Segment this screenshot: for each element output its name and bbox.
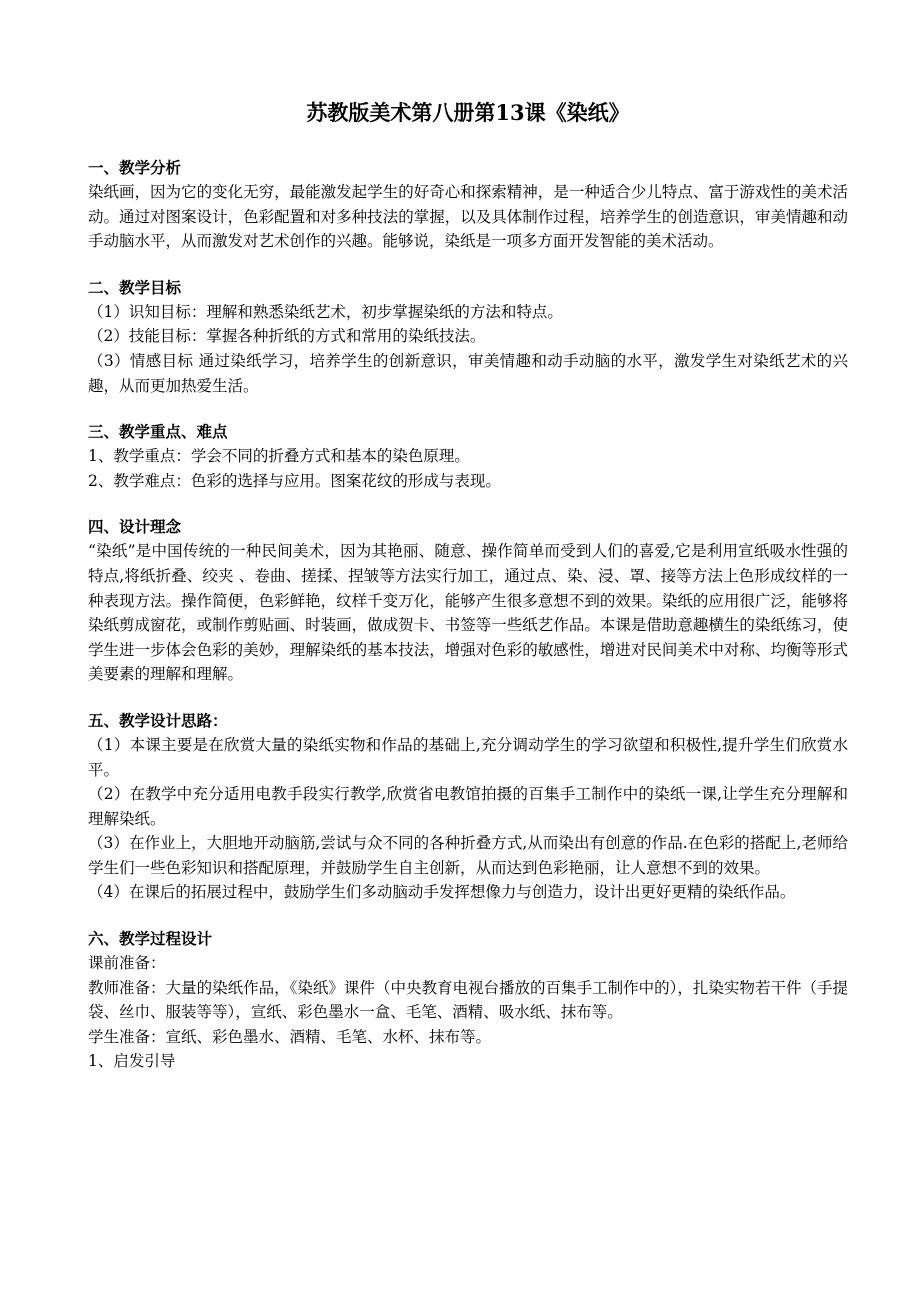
section-heading: 一、教学分析 [88,158,182,177]
section-paragraph: 学生准备：宣纸、彩色墨水、酒精、毛笔、水杯、抹布等。 [88,1027,492,1046]
section-paragraph: 2、教学难点：色彩的选择与应用。图案花纹的形成与表现。 [88,471,501,490]
section-paragraph: （2）技能目标：掌握各种折纸的方式和常用的染纸技法。 [88,327,486,346]
section-process-design [88,927,848,1074]
section-paragraph: （2）在教学中充分适用电教手段实行教学,欣赏省电教馆拍摄的百集手工制作中的染纸一课,让学生充分理解和理解染纸。 [88,785,848,828]
document-title: 苏教版美术第八册第13课《染纸》 [306,100,630,125]
section-heading: 五、教学设计思路： [88,710,228,730]
document-page [88,98,848,1096]
section-heading: 二、教学目标 [88,277,182,297]
section-paragraph: （1）识知目标：理解和熟悉染纸艺术，初步掌握染纸的方法和特点。 [88,302,563,321]
section-paragraph: 1、教学重点：学会不同的折叠方式和基本的染色原理。 [88,447,470,466]
section-design-concept [88,515,848,687]
section-paragraph: 课前准备： [88,954,166,973]
section-paragraph: （4）在课后的拓展过程中，鼓励学生们多动脑动手发挥想像力与创造力，设计出更好更精的染纸作品。 [88,883,796,902]
section-heading: 六、教学过程设计 [88,929,213,949]
section-paragraph: “染纸”是中国传统的一种民间美术，因为其艳丽、随意、操作简单而受到人们的喜爱,它是利用宣纸吸水性强的特点,将纸折叠、绞夹 、卷曲、搓揉、捏皱等方法实行加工，通过点、染、浸、罩、接等方法上色形成纹样的一种表现方法。操作简便，色彩鲜艳，纹样千变万化，能够产生很多意想不到的效果。染纸的应用很广泛，能够将染纸剪成窗花，或制作剪贴画、时装画，做成贺卡、书签等一些纸艺作品。本课是借助意趣横生的染纸练习，使学生进一步体会色彩的美妙，理解染纸的基本技法，增强对色彩的敏感性，增进对民间美术中对称、均衡等形式美要素的理解和理解。 [88,542,848,684]
section-design-ideas [88,709,848,905]
section-paragraph: 教师准备：大量的染纸作品，《染纸》课件（中央教育电视台播放的百集手工制作中的），扎染实物若干件（手提袋、丝巾、服装等等），宣纸、彩色墨水一盒、毛笔、酒精、吸水纸、抹布等。 [88,978,848,1022]
section-paragraph: （1）本课主要是在欣赏大量的染纸实物和作品的基础上,充分调动学生的学习欲望和积极性,提升学生们欣赏水平。 [88,735,848,779]
section-teaching-goals [88,276,848,398]
section-teaching-analysis [88,156,848,254]
section-heading: 三、教学重点、难点 [88,422,228,442]
section-paragraph: 1、启发引导 [88,1052,176,1071]
section-heading: 四、设计理念 [88,517,182,537]
section-key-points [88,420,848,493]
section-paragraph: （3）在作业上，大胆地开动脑筋,尝试与众不同的各种折叠方式,从而染出有创意的作品.在色彩的搭配上,老师给学生们一些色彩知识和搭配原理，并鼓励学生自主创新，从而达到色彩艳丽，让人意想不到的效果。 [88,834,848,877]
section-paragraph: 染纸画，因为它的变化无穷，最能激发起学生的好奇心和探索精神，是一种适合少儿特点、富于游戏性的美术活动。通过对图案设计，色彩配置和对多种技法的掌握，以及具体制作过程，培养学生的创造意识，审美情趣和动手动脑水平，从而激发对艺术创作的兴趣。能够说，染纸是一项多方面开发智能的美术活动。 [88,183,848,251]
section-paragraph: （3）情感目标 通过染纸学习，培养学生的创新意识，审美情趣和动手动脑的水平，激发学生对染纸艺术的兴趣，从而更加热爱生活。 [88,351,848,395]
